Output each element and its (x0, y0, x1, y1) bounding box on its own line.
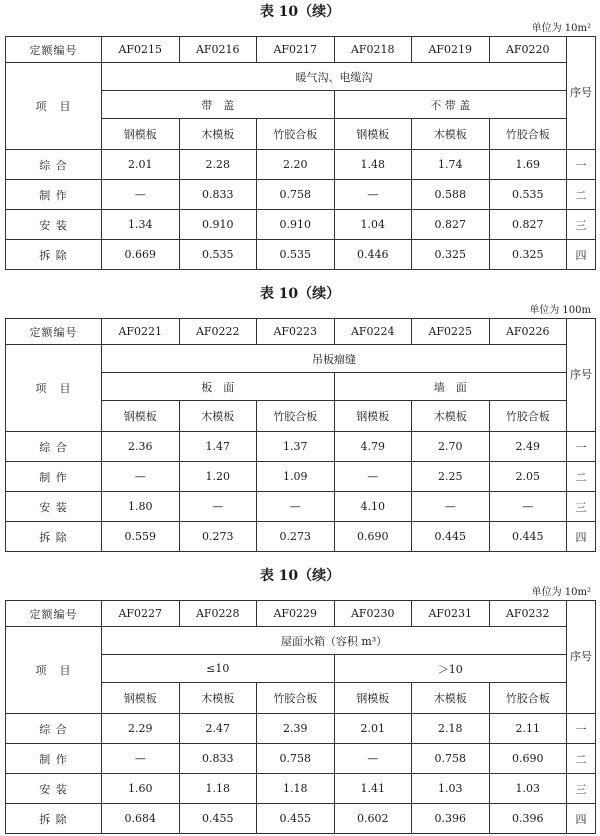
subgroup-label: 板 面 (102, 373, 335, 401)
table-block-3 (5, 566, 595, 834)
quota-code: AF0230 (334, 601, 412, 627)
table-title: 表 10（续） (259, 286, 341, 302)
cell-value: 0.396 (412, 804, 490, 834)
material-label: 竹胶合板 (257, 119, 335, 150)
cell-value: — (257, 492, 335, 522)
quota-code: AF0231 (412, 601, 490, 627)
cell-value: 1.69 (489, 150, 567, 180)
seq-number: 四 (567, 240, 596, 270)
quota-code: AF0229 (257, 601, 335, 627)
material-label: 钢模板 (334, 119, 412, 150)
cell-value: 1.48 (334, 150, 412, 180)
material-label: 木模板 (179, 119, 257, 150)
quota-code: AF0227 (102, 601, 180, 627)
cell-value: 2.01 (334, 714, 412, 744)
cell-value: 1.74 (412, 150, 490, 180)
unit-label: 单位为 10m² (531, 587, 591, 598)
cell-value: 2.05 (489, 462, 567, 492)
cell-value: 0.588 (412, 180, 490, 210)
cell-value: 2.47 (179, 714, 257, 744)
table-row (6, 714, 596, 744)
cell-value: 0.684 (102, 804, 180, 834)
cell-value: 0.669 (102, 240, 180, 270)
seq-header: 序号 (567, 37, 596, 150)
row-label: 拆 除 (6, 804, 102, 834)
quota-code: AF0221 (102, 319, 180, 345)
cell-value: — (102, 744, 180, 774)
quota-table (5, 600, 596, 834)
cell-value: 0.910 (257, 210, 335, 240)
table-row (6, 462, 596, 492)
cell-value: 2.29 (102, 714, 180, 744)
cell-value: 0.446 (334, 240, 412, 270)
cell-value: — (412, 492, 490, 522)
material-label: 钢模板 (102, 683, 180, 714)
material-label: 竹胶合板 (489, 401, 567, 432)
row-label: 拆 除 (6, 240, 102, 270)
cell-value: 0.273 (257, 522, 335, 552)
table-row (6, 774, 596, 804)
subgroup-label: ＞10 (334, 655, 567, 683)
cell-value: 4.79 (334, 432, 412, 462)
row-label: 安 装 (6, 774, 102, 804)
cell-value: 1.80 (102, 492, 180, 522)
quota-code: AF0223 (257, 319, 335, 345)
cell-value: 1.41 (334, 774, 412, 804)
material-label: 钢模板 (334, 683, 412, 714)
quota-code: AF0232 (489, 601, 567, 627)
quota-code: AF0220 (489, 37, 567, 63)
cell-value: 0.827 (412, 210, 490, 240)
cell-value: 2.28 (179, 150, 257, 180)
subgroup-label: ≤10 (102, 655, 335, 683)
table-row (6, 804, 596, 834)
cell-value: 0.827 (489, 210, 567, 240)
quota-code: AF0218 (334, 37, 412, 63)
quota-code: AF0219 (412, 37, 490, 63)
cell-value: 0.445 (412, 522, 490, 552)
row-label: 综 合 (6, 150, 102, 180)
quota-table (5, 36, 596, 270)
table-block-2 (5, 284, 595, 552)
table-title: 表 10（续） (259, 568, 341, 584)
cell-value: — (102, 180, 180, 210)
cell-value: 1.18 (179, 774, 257, 804)
row-label: 制 作 (6, 744, 102, 774)
cell-value: 0.833 (179, 180, 257, 210)
cell-value: 1.09 (257, 462, 335, 492)
subgroup-label: 带 盖 (102, 91, 335, 119)
seq-number: 一 (567, 150, 596, 180)
row-label: 拆 除 (6, 522, 102, 552)
cell-value: 1.34 (102, 210, 180, 240)
cell-value: 1.60 (102, 774, 180, 804)
table-row (6, 240, 596, 270)
cell-value: — (334, 462, 412, 492)
cell-value: 0.833 (179, 744, 257, 774)
seq-number: 三 (567, 774, 596, 804)
code-row (6, 319, 596, 345)
category-row (6, 63, 596, 91)
material-label: 钢模板 (102, 119, 180, 150)
cell-value: 0.396 (489, 804, 567, 834)
material-label: 木模板 (412, 119, 490, 150)
quota-code: AF0226 (489, 319, 567, 345)
quota-code: AF0224 (334, 319, 412, 345)
quota-number-header: 定额编号 (6, 319, 102, 345)
seq-header: 序号 (567, 601, 596, 714)
seq-header: 序号 (567, 319, 596, 432)
material-label: 钢模板 (334, 401, 412, 432)
row-label: 综 合 (6, 432, 102, 462)
cell-value: 2.11 (489, 714, 567, 744)
cell-value: 0.559 (102, 522, 180, 552)
material-label: 木模板 (412, 683, 490, 714)
cell-value: 4.10 (334, 492, 412, 522)
table-block-1 (5, 2, 595, 270)
cell-value: 0.273 (179, 522, 257, 552)
cell-value: 0.602 (334, 804, 412, 834)
item-header: 项 目 (6, 63, 102, 150)
cell-value: 0.455 (257, 804, 335, 834)
row-label: 制 作 (6, 462, 102, 492)
seq-number: 二 (567, 462, 596, 492)
cell-value: 2.70 (412, 432, 490, 462)
seq-number: 一 (567, 432, 596, 462)
seq-number: 四 (567, 522, 596, 552)
row-label: 安 装 (6, 492, 102, 522)
category-label: 屋面水箱（容积 m³） (102, 627, 567, 655)
cell-value: 2.01 (102, 150, 180, 180)
material-label: 竹胶合板 (489, 683, 567, 714)
table-row (6, 522, 596, 552)
table-row (6, 150, 596, 180)
cell-value: 0.690 (489, 744, 567, 774)
material-label: 木模板 (179, 683, 257, 714)
cell-value: 2.49 (489, 432, 567, 462)
row-label: 综 合 (6, 714, 102, 744)
item-header: 项 目 (6, 627, 102, 714)
category-label: 暖气沟、电缆沟 (102, 63, 567, 91)
quota-table (5, 318, 596, 552)
quota-code: AF0215 (102, 37, 180, 63)
cell-value: 0.535 (489, 180, 567, 210)
cell-value: 1.18 (257, 774, 335, 804)
cell-value: 2.25 (412, 462, 490, 492)
material-label: 木模板 (179, 401, 257, 432)
quota-code: AF0225 (412, 319, 490, 345)
table-row (6, 744, 596, 774)
cell-value: 2.18 (412, 714, 490, 744)
cell-value: — (334, 744, 412, 774)
cell-value: 0.535 (257, 240, 335, 270)
table-row (6, 180, 596, 210)
quota-number-header: 定额编号 (6, 37, 102, 63)
cell-value: 2.20 (257, 150, 335, 180)
material-label: 竹胶合板 (257, 683, 335, 714)
quota-code: AF0228 (179, 601, 257, 627)
quota-number-header: 定额编号 (6, 601, 102, 627)
unit-label: 单位为 100m (529, 305, 591, 316)
cell-value: 1.03 (412, 774, 490, 804)
cell-value: 0.535 (179, 240, 257, 270)
cell-value: 1.47 (179, 432, 257, 462)
seq-number: 四 (567, 804, 596, 834)
quota-code: AF0216 (179, 37, 257, 63)
cell-value: — (102, 462, 180, 492)
subgroup-label: 墙 面 (334, 373, 567, 401)
category-row (6, 345, 596, 373)
quota-code: AF0222 (179, 319, 257, 345)
seq-number: 三 (567, 492, 596, 522)
cell-value: — (179, 492, 257, 522)
cell-value: 1.37 (257, 432, 335, 462)
cell-value: 0.758 (257, 744, 335, 774)
material-label: 竹胶合板 (489, 119, 567, 150)
cell-value: 0.445 (489, 522, 567, 552)
seq-number: 二 (567, 744, 596, 774)
quota-code: AF0217 (257, 37, 335, 63)
cell-value: 0.325 (489, 240, 567, 270)
cell-value: 0.690 (334, 522, 412, 552)
seq-number: 二 (567, 180, 596, 210)
category-label: 吊板瘤缝 (102, 345, 567, 373)
code-row (6, 601, 596, 627)
cell-value: 1.20 (179, 462, 257, 492)
cell-value: 0.325 (412, 240, 490, 270)
cell-value: 2.39 (257, 714, 335, 744)
material-label: 钢模板 (102, 401, 180, 432)
material-label: 竹胶合板 (257, 401, 335, 432)
cell-value: — (334, 180, 412, 210)
cell-value: 2.36 (102, 432, 180, 462)
cell-value: 0.910 (179, 210, 257, 240)
row-label: 安 装 (6, 210, 102, 240)
table-row (6, 492, 596, 522)
row-label: 制 作 (6, 180, 102, 210)
cell-value: 0.758 (412, 744, 490, 774)
code-row (6, 37, 596, 63)
subgroup-label: 不 带 盖 (334, 91, 567, 119)
seq-number: 三 (567, 210, 596, 240)
table-row (6, 210, 596, 240)
material-label: 木模板 (412, 401, 490, 432)
table-row (6, 432, 596, 462)
cell-value: 1.03 (489, 774, 567, 804)
cell-value: — (489, 492, 567, 522)
cell-value: 0.758 (257, 180, 335, 210)
category-row (6, 627, 596, 655)
cell-value: 0.455 (179, 804, 257, 834)
table-title: 表 10（续） (259, 4, 341, 20)
unit-label: 单位为 10m² (531, 23, 591, 34)
seq-number: 一 (567, 714, 596, 744)
cell-value: 1.04 (334, 210, 412, 240)
item-header: 项 目 (6, 345, 102, 432)
